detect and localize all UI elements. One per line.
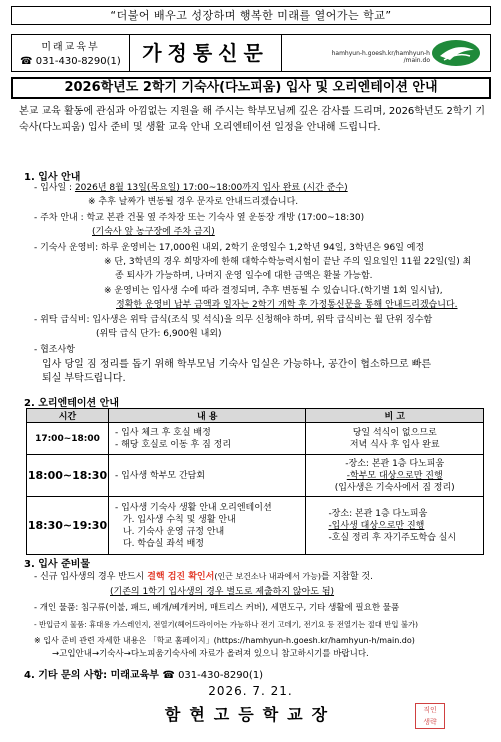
dorm-fee-info: - 기숙사 운영비: 하루 운영비는 17,000원 내외, 2학기 운영일수 1,2학년 94일, 3학년은 96일 예정 xyxy=(34,243,425,253)
row-content: - 입사생 학부모 간담회 xyxy=(108,455,305,497)
section-4-contact: 4. 기타 문의 사항: 미래교육부 ☎ 031-430-8290(1) xyxy=(24,670,264,681)
table-row xyxy=(27,423,484,455)
table-row xyxy=(27,497,484,555)
table-header-row xyxy=(27,409,484,423)
letter-type-title: 가정통신문 xyxy=(130,35,282,71)
meal-unit-price: (위탁 급식 단가: 6,900원 내외) xyxy=(96,329,222,339)
document-title: 2026학년도 2학기 기숙사(다노피움) 입사 및 오리엔테이션 안내 xyxy=(11,77,491,99)
cooperation-text: 입사 당일 짐 정리를 돕기 위해 학부모님 기숙사 입실은 가능하나, 공간이 협소하므로 빠른 xyxy=(42,359,432,370)
cooperation-heading: - 협조사항 xyxy=(34,345,75,355)
school-homepage-url: hamhyun-h.goesh.kr/hamhyun-h /main.do xyxy=(331,50,430,64)
cooperation-text-cont: 퇴실 부탁드립니다. xyxy=(42,373,126,384)
section-1-heading: 1. 입사 안내 xyxy=(24,172,81,183)
meal-fee-info: - 위탁 급식비: 입사생은 위탁 급식(조식 및 석식)을 의무 신청해야 하며, 위탁 급식비는 월 단위 징수함 xyxy=(34,315,433,325)
parking-info: - 주차 안내 : 학교 본관 건물 옆 주차장 또는 기숙사 옆 운동장 개방 (17:00~18:30) xyxy=(34,213,365,223)
date-change-note: ※ 추후 날짜가 변동될 경우 문자로 안내드리겠습니다. xyxy=(88,197,299,207)
row-time: 18:00~18:30 xyxy=(27,455,109,497)
issue-date: 2026. 7. 21. xyxy=(208,684,293,698)
existing-student-note: (기존의 1학기 입사생의 경우 별도로 제출하지 않아도 됨) xyxy=(110,587,335,597)
row-note: 당일 석식이 없으므로 저녁 식사 후 입사 완료 xyxy=(306,423,484,455)
row-time: 18:30~19:30 xyxy=(27,497,109,555)
principal-signature: 함현고등학교장 xyxy=(164,705,337,724)
grade3-refund-note-cont: 종 퇴사가 가능하며, 나머지 운영 일수에 대한 금액은 환불 가능함. xyxy=(115,271,373,281)
prohibited-items: - 반입금지 물품: 휴대용 가스레인지, 전열기(헤어드라이어는 가능하나 전기 고데기, 전기요 등 전열기는 절대 반입 불가) xyxy=(34,620,419,629)
homepage-path: →고입안내→기숙사→다노피움기숙사에 자료가 올려져 있으니 참고하시기를 바랍니다. xyxy=(52,649,369,659)
issuer-phone: ☎ 031-430-8290(1) xyxy=(20,56,121,67)
column-header-note: 비 고 xyxy=(306,409,484,423)
row-time: 17:00~18:00 xyxy=(27,423,109,455)
section-3-heading: 3. 입사 준비물 xyxy=(24,559,91,570)
row-note: -장소: 본관 1층 다노피움 -학부모 대상으로만 진행 (입사생은 기숙사에서 짐 정리) xyxy=(306,455,484,497)
letter-header xyxy=(11,34,491,72)
parking-restriction: (기숙사 앞 농구장에 주차 금지) xyxy=(92,227,215,237)
tb-certificate-requirement: - 신규 입사생의 경우 반드시 결핵 검진 확인서(인근 보건소나 내과에서 가능)를 지참할 것. xyxy=(34,572,373,582)
fee-change-note: ※ 운영비는 입사생 수에 따라 결정되며, 추후 변동될 수 있습니다.(학기별 1회 일시납), xyxy=(104,286,443,296)
homepage-reference: ※ 입사 준비 관련 자세한 내용은 「학교 홈페이지」(https://hamhyun-h.goesh.kr/hamhyun-h/main.do) xyxy=(34,636,415,645)
fee-payment-note: 정확한 운영비 납부 금액과 일자는 2학기 개학 후 가정통신문을 통해 안내드리겠습니다. xyxy=(116,300,458,310)
issuer-department: 미래교육부 xyxy=(41,42,100,53)
row-content: - 입사 체크 후 호실 배정 - 해당 호실로 이동 후 짐 정리 xyxy=(108,423,305,455)
intro-paragraph: 본교 교육 활동에 관심과 아낌없는 지원을 해 주시는 학부모님께 깊은 감사를 드리며, 2026학년도 2학기 기숙사(다노피움) 입사 준비 및 생활 교육 안내 오리엔테이션 일정을 안내해 드립니다. xyxy=(19,106,485,133)
school-logo-icon xyxy=(430,38,482,68)
grade3-refund-note: ※ 단, 3학년의 경우 희망자에 한해 대학수학능력시험이 끝난 주의 일요일인 11월 22일(일) 최 xyxy=(104,257,472,267)
school-slogan: “더불어 배우고 성장하며 행복한 미래를 열어가는 학교” xyxy=(11,6,491,25)
section-2-heading: 2. 오리엔테이션 안내 xyxy=(24,398,119,409)
issuer-box xyxy=(12,35,130,71)
orientation-schedule-table xyxy=(26,408,484,555)
row-note: -장소: 본관 1층 다노피움 -입사생 대상으로만 진행 -호실 정리 후 자기주도학습 실시 xyxy=(306,497,484,555)
table-row xyxy=(27,455,484,497)
column-header-content: 내 용 xyxy=(108,409,305,423)
checkin-date: - 입사일 : 2026년 8월 13일(목요일) 17:00~18:00까지 입사 완료 (시간 준수) xyxy=(34,183,348,193)
column-header-time: 시간 xyxy=(27,409,109,423)
official-seal-stamp: 직인 생략 xyxy=(415,703,445,729)
row-content: - 입사생 기숙사 생활 안내 오리엔테이션 가. 입사생 수칙 및 생활 안내 나. 기숙사 운영 규정 안내 다. 학습실 좌석 배정 xyxy=(108,497,305,555)
personal-items: - 개인 물품: 침구류(이불, 패드, 베개/베개커버, 매트리스 커버), 세면도구, 기타 생활에 필요한 물품 xyxy=(34,603,400,613)
